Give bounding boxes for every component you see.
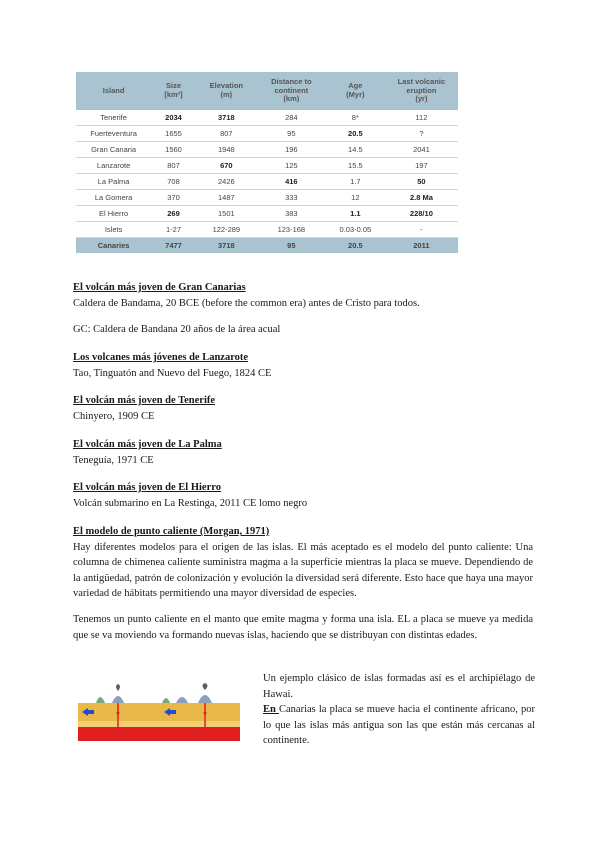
table-cell: Lanzarote: [76, 158, 151, 174]
table-cell: 1560: [151, 142, 196, 158]
section-lanzarote: [73, 350, 533, 381]
table-row: [76, 174, 458, 190]
header-last-eruption-label: Last volcanic eruption (yr): [397, 77, 446, 104]
island-old: [176, 697, 188, 703]
table-cell: 50: [385, 174, 458, 190]
table-cell: 122-289: [196, 222, 257, 238]
text-canarias-body: Canarias la placa se mueve hacia el continente africano, por lo que las islas más antigua son las que están más cercanas al continente.: [263, 704, 536, 746]
table-cell: 1.7: [326, 174, 385, 190]
header-island: Island: [76, 72, 151, 110]
table-cell: 2426: [196, 174, 257, 190]
table-cell: 1-27: [151, 222, 196, 238]
table-cell: 196: [257, 142, 326, 158]
table-cell: 15.5: [326, 158, 385, 174]
table-cell: 670: [196, 158, 257, 174]
table-cell: 20.5: [326, 126, 385, 142]
table-cell: 284: [257, 110, 326, 126]
mantle-layer: [78, 727, 160, 741]
table-cell: El Hierro: [76, 206, 151, 222]
heading-tenerife: El volcán más joven de Tenerife: [73, 395, 216, 406]
table-cell: 1948: [196, 142, 257, 158]
mantle-layer: [160, 727, 240, 741]
header-elevation: [196, 72, 257, 110]
table-cell: -: [385, 222, 458, 238]
island-old: [96, 697, 105, 703]
heading-hotspot-model: El modelo de punto caliente (Morgan, 1971): [73, 526, 270, 537]
table-total-cell: Canaries: [76, 238, 151, 254]
table-row: [76, 126, 458, 142]
text-hawaii: Un ejemplo clásico de islas formadas así es el archipiélago de Hawai.: [263, 673, 535, 700]
section-tenerife: [73, 393, 533, 424]
plate-base-layer: [78, 721, 160, 727]
header-age-label: Age (Myr): [346, 81, 365, 99]
text-canarias-lead: En: [263, 704, 279, 715]
table-cell: 383: [257, 206, 326, 222]
table-cell: 12: [326, 190, 385, 206]
table-cell: 1.1: [326, 206, 385, 222]
header-last-eruption: [385, 72, 458, 110]
section-la-palma: [73, 437, 533, 468]
side-text-block: [263, 671, 535, 749]
table-cell: ?: [385, 126, 458, 142]
table-cell: 2.8 Ma: [385, 190, 458, 206]
magma-dot: [117, 712, 120, 715]
header-distance: [257, 72, 326, 110]
table-cell: 95: [257, 126, 326, 142]
heading-gran-canaria: El volcán más joven de Gran Canarias: [73, 282, 246, 293]
table-cell: 416: [257, 174, 326, 190]
note-gran-canaria: GC: Caldera de Bandana 20 años de la área acual: [73, 324, 281, 335]
table-cell: 228/10: [385, 206, 458, 222]
section-el-hierro: [73, 480, 533, 511]
text-hotspot-model: Hay diferentes modelos para el origen de las islas. El más aceptado es el modelo del punto caliente: Una columna de chimenea caliente suministra magma a la superficie mientras la placa se mueve. Dependiendo de la antigüedad, patrón de colonización y evolución la diversidad será diferente. Esto hace que haya una mayor variedad de hábitats permitiendo una mayor diversidad de especies.: [73, 541, 533, 599]
text-hotspot-explanation: Tenemos un punto caliente en el manto que emite magma y forma una isla. EL a placa se mueve ya medida que se va moviendo va formando nuevas islas, haciendo que se distribuyan con distintas edades.: [73, 614, 533, 641]
island-oldest: [162, 698, 170, 703]
section-hotspot-model: [73, 524, 533, 602]
table-cell: 269: [151, 206, 196, 222]
table-row: [76, 142, 458, 158]
table-cell: 333: [257, 190, 326, 206]
table-cell: 125: [257, 158, 326, 174]
header-age: [326, 72, 385, 110]
table-row: [76, 158, 458, 174]
text-la-palma: Teneguía, 1971 CE: [73, 454, 154, 466]
table-total-cell: 7477: [151, 238, 196, 254]
heading-el-hierro: El volcán más joven de El Hierro: [73, 482, 221, 493]
table-cell: 8*: [326, 110, 385, 126]
text-el-hierro: Volcán submarino en La Restinga, 2011 CE lomo negro: [73, 497, 308, 509]
table-header-row: [76, 72, 458, 110]
table-cell: La Palma: [76, 174, 151, 190]
table-cell: 1501: [196, 206, 257, 222]
table-total-cell: 95: [257, 238, 326, 254]
islands-table: [76, 72, 458, 253]
hotspot-diagram-1: [78, 683, 160, 741]
text-canarias: [263, 702, 535, 749]
magma-dot: [204, 712, 207, 715]
table-cell: La Gomera: [76, 190, 151, 206]
table-total-cell: 3718: [196, 238, 257, 254]
table-cell: 2034: [151, 110, 196, 126]
smoke-plume: [116, 684, 120, 691]
plate-base-layer: [160, 721, 240, 727]
smoke-plume: [203, 683, 208, 690]
table-cell: 1487: [196, 190, 257, 206]
table-cell: 3718: [196, 110, 257, 126]
text-lanzarote: Tao, Tinguatón and Nuevo del Fuego, 1824 CE: [73, 367, 272, 379]
table-cell: 807: [151, 158, 196, 174]
table-body: [76, 110, 458, 253]
table-cell: Fuerteventura: [76, 126, 151, 142]
table-cell: 112: [385, 110, 458, 126]
header-distance-label: Distance to continent (km): [271, 77, 312, 104]
table-cell: 370: [151, 190, 196, 206]
table-cell: 197: [385, 158, 458, 174]
table-cell: 1655: [151, 126, 196, 142]
hotspot-diagram-2: [160, 683, 240, 741]
table-cell: Islets: [76, 222, 151, 238]
header-elevation-label: Elevation (m): [209, 81, 243, 99]
text-gran-canaria: Caldera de Bandama, 20 BCE (before the common era) antes de Cristo para todos.: [73, 297, 420, 309]
table-row: [76, 206, 458, 222]
table-total-cell: 2011: [385, 238, 458, 254]
table-cell: Gran Canaria: [76, 142, 151, 158]
header-size-label: Size [km²]: [164, 81, 183, 99]
table-total-row: [76, 238, 458, 254]
section-gran-canaria: [73, 280, 533, 311]
table-cell: 123-168: [257, 222, 326, 238]
text-tenerife: Chinyero, 1909 CE: [73, 410, 155, 422]
heading-lanzarote: Los volcanes más jóvenes de Lanzarote: [73, 352, 249, 363]
island-new: [198, 695, 212, 703]
table-cell: 14.5: [326, 142, 385, 158]
table-row: [76, 110, 458, 126]
table-cell: 807: [196, 126, 257, 142]
table-cell: 0.03-0.05: [326, 222, 385, 238]
header-size: [151, 72, 196, 110]
table-total-cell: 20.5: [326, 238, 385, 254]
table-row: [76, 222, 458, 238]
table-row: [76, 190, 458, 206]
heading-la-palma: El volcán más joven de La Palma: [73, 439, 222, 450]
table-cell: 2041: [385, 142, 458, 158]
table-cell: Tenerife: [76, 110, 151, 126]
table-cell: 708: [151, 174, 196, 190]
